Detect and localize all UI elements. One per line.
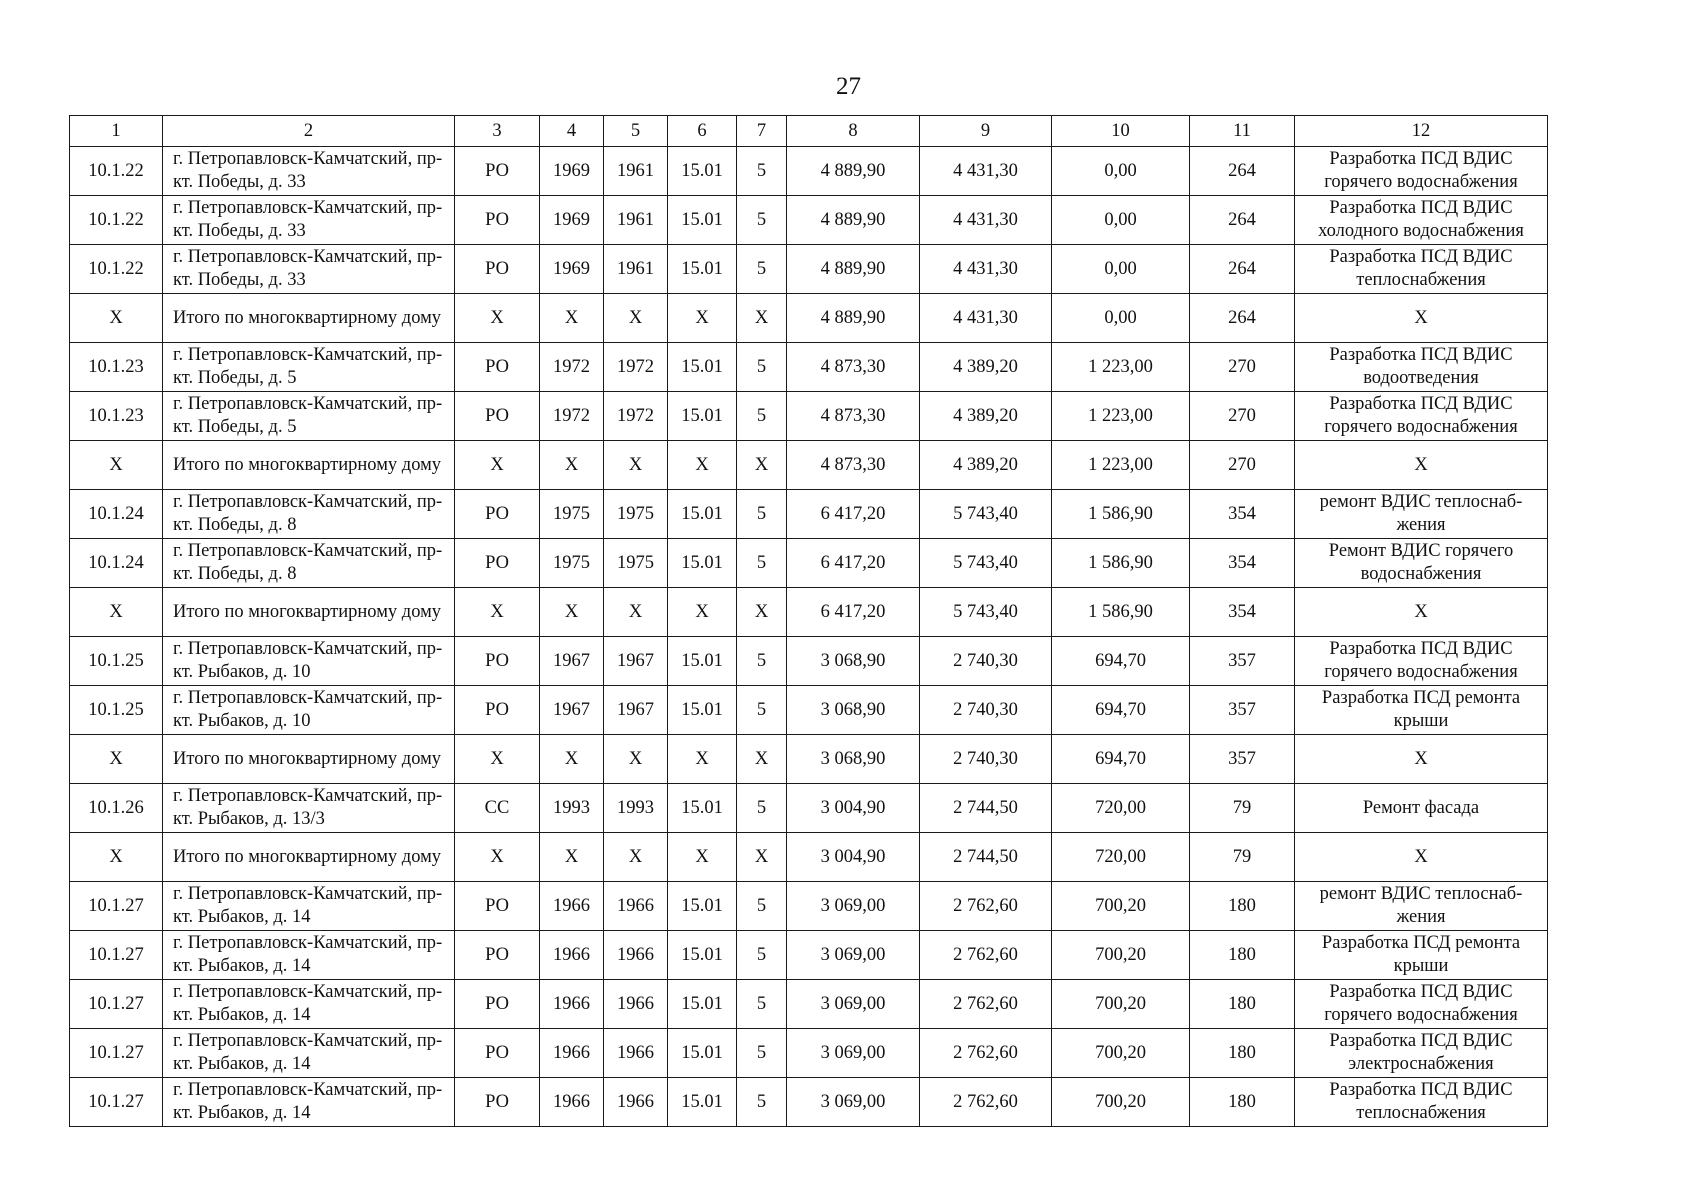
table-row <box>70 1029 1548 1078</box>
work-type-cell: ремонт ВДИС теплоснаб-жения <box>1295 490 1548 539</box>
page-number: 27 <box>836 73 861 100</box>
address-cell: Итого по многоквартирному дому <box>163 441 455 490</box>
residential-area-cell: 4 389,20 <box>920 392 1052 441</box>
residential-area-cell: 2 740,30 <box>920 735 1052 784</box>
work-type-cell: Разработка ПСД ВДИС горячего водоснабжения <box>1295 637 1548 686</box>
wall-material-cell: Х <box>455 588 540 637</box>
renovation-year-cell: 1972 <box>604 343 668 392</box>
total-area-cell: 3 069,00 <box>787 1078 920 1127</box>
residents-cell: 180 <box>1190 882 1295 931</box>
residents-cell: 264 <box>1190 245 1295 294</box>
wall-material-cell: РО <box>455 882 540 931</box>
code-cell: 15.01 <box>668 637 737 686</box>
wall-material-cell: РО <box>455 343 540 392</box>
residents-cell: 357 <box>1190 735 1295 784</box>
work-type-cell: Ремонт фасада <box>1295 784 1548 833</box>
commissioning-year-cell: 1966 <box>540 882 604 931</box>
residential-area-cell: 2 762,60 <box>920 931 1052 980</box>
residents-cell: 270 <box>1190 343 1295 392</box>
renovation-year-cell: Х <box>604 588 668 637</box>
commissioning-year-cell: 1969 <box>540 196 604 245</box>
floors-cell: 5 <box>737 343 787 392</box>
nonresidential-area-cell: 1 223,00 <box>1052 392 1190 441</box>
residential-area-cell: 4 389,20 <box>920 441 1052 490</box>
total-area-cell: 4 889,90 <box>787 245 920 294</box>
address-cell: г. Петропавловск-Камчатский, пр-кт. Победы, д. 33 <box>163 196 455 245</box>
nonresidential-area-cell: 0,00 <box>1052 294 1190 343</box>
wall-material-cell: Х <box>455 735 540 784</box>
renovation-year-cell: Х <box>604 441 668 490</box>
column-header-5: 5 <box>604 116 668 147</box>
nonresidential-area-cell: 720,00 <box>1052 833 1190 882</box>
total-area-cell: 3 069,00 <box>787 882 920 931</box>
table-row <box>70 686 1548 735</box>
residential-area-cell: 5 743,40 <box>920 490 1052 539</box>
item-number-cell: 10.1.24 <box>70 490 163 539</box>
residents-cell: 180 <box>1190 1029 1295 1078</box>
address-cell: г. Петропавловск-Камчатский, пр-кт. Победы, д. 33 <box>163 245 455 294</box>
total-area-cell: 6 417,20 <box>787 588 920 637</box>
work-type-cell: Разработка ПСД ремонта крыши <box>1295 931 1548 980</box>
floors-cell: 5 <box>737 147 787 196</box>
wall-material-cell: РО <box>455 539 540 588</box>
floors-cell: 5 <box>737 539 787 588</box>
residential-area-cell: 2 744,50 <box>920 784 1052 833</box>
item-number-cell: 10.1.27 <box>70 1029 163 1078</box>
renovation-year-cell: 1961 <box>604 245 668 294</box>
wall-material-cell: РО <box>455 1078 540 1127</box>
renovation-year-cell: 1961 <box>604 196 668 245</box>
item-number-cell: Х <box>70 833 163 882</box>
column-header-1: 1 <box>70 116 163 147</box>
work-type-cell: Х <box>1295 294 1548 343</box>
commissioning-year-cell: 1967 <box>540 686 604 735</box>
work-type-cell: Разработка ПСД ремонта крыши <box>1295 686 1548 735</box>
residents-cell: 357 <box>1190 686 1295 735</box>
table-row <box>70 882 1548 931</box>
residential-area-cell: 2 740,30 <box>920 686 1052 735</box>
floors-cell: 5 <box>737 392 787 441</box>
nonresidential-area-cell: 1 586,90 <box>1052 588 1190 637</box>
work-type-cell: Ремонт ВДИС горячего водоснабжения <box>1295 539 1548 588</box>
total-area-cell: 3 068,90 <box>787 637 920 686</box>
work-type-cell: ремонт ВДИС теплоснаб-жения <box>1295 882 1548 931</box>
commissioning-year-cell: 1969 <box>540 245 604 294</box>
address-cell: г. Петропавловск-Камчатский, пр-кт. Рыбаков, д. 14 <box>163 1029 455 1078</box>
floors-cell: Х <box>737 735 787 784</box>
table-row <box>70 294 1548 343</box>
nonresidential-area-cell: 700,20 <box>1052 1029 1190 1078</box>
table-row <box>70 980 1548 1029</box>
code-cell: Х <box>668 588 737 637</box>
commissioning-year-cell: 1967 <box>540 637 604 686</box>
commissioning-year-cell: 1972 <box>540 392 604 441</box>
table-row <box>70 833 1548 882</box>
renovation-year-cell: Х <box>604 735 668 784</box>
commissioning-year-cell: 1975 <box>540 539 604 588</box>
renovation-year-cell: 1966 <box>604 931 668 980</box>
item-number-cell: 10.1.27 <box>70 1078 163 1127</box>
code-cell: 15.01 <box>668 343 737 392</box>
item-number-cell: 10.1.23 <box>70 343 163 392</box>
residential-area-cell: 2 744,50 <box>920 833 1052 882</box>
item-number-cell: Х <box>70 588 163 637</box>
wall-material-cell: РО <box>455 392 540 441</box>
nonresidential-area-cell: 1 586,90 <box>1052 539 1190 588</box>
work-type-cell: Разработка ПСД ВДИС теплоснабжения <box>1295 245 1548 294</box>
residential-area-cell: 2 740,30 <box>920 637 1052 686</box>
work-type-cell: Разработка ПСД ВДИС водоотведения <box>1295 343 1548 392</box>
nonresidential-area-cell: 700,20 <box>1052 980 1190 1029</box>
table-row <box>70 490 1548 539</box>
residents-cell: 354 <box>1190 588 1295 637</box>
residents-cell: 354 <box>1190 490 1295 539</box>
nonresidential-area-cell: 1 223,00 <box>1052 343 1190 392</box>
work-type-cell: Разработка ПСД ВДИС теплоснабжения <box>1295 1078 1548 1127</box>
code-cell: Х <box>668 735 737 784</box>
address-cell: г. Петропавловск-Камчатский, пр-кт. Рыбаков, д. 14 <box>163 1078 455 1127</box>
floors-cell: Х <box>737 588 787 637</box>
item-number-cell: 10.1.25 <box>70 637 163 686</box>
work-type-cell: Х <box>1295 833 1548 882</box>
commissioning-year-cell: 1966 <box>540 1029 604 1078</box>
work-type-cell: Х <box>1295 735 1548 784</box>
commissioning-year-cell: 1966 <box>540 1078 604 1127</box>
total-area-cell: 3 004,90 <box>787 833 920 882</box>
code-cell: 15.01 <box>668 1029 737 1078</box>
wall-material-cell: РО <box>455 980 540 1029</box>
column-header-11: 11 <box>1190 116 1295 147</box>
item-number-cell: 10.1.22 <box>70 196 163 245</box>
wall-material-cell: Х <box>455 833 540 882</box>
residents-cell: 264 <box>1190 147 1295 196</box>
residents-cell: 357 <box>1190 637 1295 686</box>
table-row <box>70 343 1548 392</box>
renovation-year-cell: Х <box>604 294 668 343</box>
address-cell: г. Петропавловск-Камчатский, пр-кт. Рыбаков, д. 14 <box>163 980 455 1029</box>
work-type-cell: Разработка ПСД ВДИС холодного водоснабжения <box>1295 196 1548 245</box>
floors-cell: 5 <box>737 1078 787 1127</box>
item-number-cell: Х <box>70 441 163 490</box>
code-cell: Х <box>668 833 737 882</box>
renovation-year-cell: 1972 <box>604 392 668 441</box>
address-cell: г. Петропавловск-Камчатский, пр-кт. Рыбаков, д. 10 <box>163 686 455 735</box>
residents-cell: 180 <box>1190 980 1295 1029</box>
code-cell: 15.01 <box>668 245 737 294</box>
column-header-10: 10 <box>1052 116 1190 147</box>
floors-cell: 5 <box>737 980 787 1029</box>
code-cell: Х <box>668 441 737 490</box>
residential-area-cell: 4 431,30 <box>920 196 1052 245</box>
renovation-year-cell: 1975 <box>604 490 668 539</box>
wall-material-cell: РО <box>455 147 540 196</box>
residential-area-cell: 2 762,60 <box>920 1078 1052 1127</box>
floors-cell: 5 <box>737 196 787 245</box>
commissioning-year-cell: 1966 <box>540 980 604 1029</box>
floors-cell: Х <box>737 294 787 343</box>
work-type-cell: Разработка ПСД ВДИС электроснабжения <box>1295 1029 1548 1078</box>
item-number-cell: 10.1.22 <box>70 245 163 294</box>
residential-area-cell: 4 431,30 <box>920 245 1052 294</box>
address-cell: г. Петропавловск-Камчатский, пр-кт. Победы, д. 8 <box>163 490 455 539</box>
nonresidential-area-cell: 694,70 <box>1052 637 1190 686</box>
residents-cell: 180 <box>1190 931 1295 980</box>
nonresidential-area-cell: 0,00 <box>1052 245 1190 294</box>
item-number-cell: 10.1.27 <box>70 882 163 931</box>
residents-cell: 79 <box>1190 784 1295 833</box>
work-type-cell: Разработка ПСД ВДИС горячего водоснабжения <box>1295 392 1548 441</box>
address-cell: г. Петропавловск-Камчатский, пр-кт. Рыбаков, д. 14 <box>163 882 455 931</box>
code-cell: 15.01 <box>668 392 737 441</box>
commissioning-year-cell: 1966 <box>540 931 604 980</box>
address-cell: Итого по многоквартирному дому <box>163 833 455 882</box>
commissioning-year-cell: 1993 <box>540 784 604 833</box>
table-body <box>70 147 1548 1127</box>
item-number-cell: 10.1.24 <box>70 539 163 588</box>
total-area-cell: 6 417,20 <box>787 490 920 539</box>
work-type-cell: Разработка ПСД ВДИС горячего водоснабжения <box>1295 147 1548 196</box>
total-area-cell: 4 889,90 <box>787 196 920 245</box>
code-cell: 15.01 <box>668 882 737 931</box>
address-cell: Итого по многоквартирному дому <box>163 294 455 343</box>
renovation-year-cell: 1966 <box>604 1078 668 1127</box>
table-row <box>70 588 1548 637</box>
column-number-row <box>70 116 1548 147</box>
table-row <box>70 147 1548 196</box>
floors-cell: 5 <box>737 686 787 735</box>
wall-material-cell: РО <box>455 931 540 980</box>
table-row <box>70 637 1548 686</box>
table-row <box>70 196 1548 245</box>
code-cell: Х <box>668 294 737 343</box>
work-type-cell: Х <box>1295 588 1548 637</box>
wall-material-cell: РО <box>455 196 540 245</box>
renovation-year-cell: 1966 <box>604 882 668 931</box>
wall-material-cell: РО <box>455 245 540 294</box>
column-header-9: 9 <box>920 116 1052 147</box>
residents-cell: 264 <box>1190 294 1295 343</box>
address-cell: г. Петропавловск-Камчатский, пр-кт. Победы, д. 8 <box>163 539 455 588</box>
total-area-cell: 4 873,30 <box>787 343 920 392</box>
nonresidential-area-cell: 0,00 <box>1052 196 1190 245</box>
commissioning-year-cell: 1969 <box>540 147 604 196</box>
nonresidential-area-cell: 694,70 <box>1052 735 1190 784</box>
address-cell: г. Петропавловск-Камчатский, пр-кт. Рыбаков, д. 13/3 <box>163 784 455 833</box>
wall-material-cell: Х <box>455 441 540 490</box>
total-area-cell: 4 889,90 <box>787 294 920 343</box>
residents-cell: 270 <box>1190 441 1295 490</box>
floors-cell: 5 <box>737 245 787 294</box>
residents-cell: 264 <box>1190 196 1295 245</box>
commissioning-year-cell: Х <box>540 735 604 784</box>
wall-material-cell: РО <box>455 490 540 539</box>
total-area-cell: 3 068,90 <box>787 735 920 784</box>
code-cell: 15.01 <box>668 931 737 980</box>
nonresidential-area-cell: 700,20 <box>1052 931 1190 980</box>
item-number-cell: 10.1.22 <box>70 147 163 196</box>
commissioning-year-cell: Х <box>540 441 604 490</box>
address-cell: Итого по многоквартирному дому <box>163 735 455 784</box>
renovation-year-cell: 1966 <box>604 1029 668 1078</box>
nonresidential-area-cell: 700,20 <box>1052 882 1190 931</box>
wall-material-cell: Х <box>455 294 540 343</box>
total-area-cell: 3 068,90 <box>787 686 920 735</box>
total-area-cell: 3 004,90 <box>787 784 920 833</box>
table-row <box>70 245 1548 294</box>
total-area-cell: 3 069,00 <box>787 931 920 980</box>
address-cell: г. Петропавловск-Камчатский, пр-кт. Победы, д. 5 <box>163 343 455 392</box>
address-cell: г. Петропавловск-Камчатский, пр-кт. Рыбаков, д. 14 <box>163 931 455 980</box>
floors-cell: Х <box>737 833 787 882</box>
residential-area-cell: 4 431,30 <box>920 147 1052 196</box>
residential-area-cell: 2 762,60 <box>920 1029 1052 1078</box>
code-cell: 15.01 <box>668 1078 737 1127</box>
floors-cell: 5 <box>737 490 787 539</box>
commissioning-year-cell: 1975 <box>540 490 604 539</box>
capital-repair-table <box>69 115 1548 1127</box>
wall-material-cell: РО <box>455 686 540 735</box>
nonresidential-area-cell: 694,70 <box>1052 686 1190 735</box>
total-area-cell: 3 069,00 <box>787 1029 920 1078</box>
residents-cell: 79 <box>1190 833 1295 882</box>
code-cell: 15.01 <box>668 784 737 833</box>
table-row <box>70 1078 1548 1127</box>
renovation-year-cell: 1961 <box>604 147 668 196</box>
residents-cell: 354 <box>1190 539 1295 588</box>
code-cell: 15.01 <box>668 196 737 245</box>
commissioning-year-cell: Х <box>540 833 604 882</box>
address-cell: г. Петропавловск-Камчатский, пр-кт. Рыбаков, д. 10 <box>163 637 455 686</box>
residential-area-cell: 5 743,40 <box>920 539 1052 588</box>
renovation-year-cell: 1967 <box>604 637 668 686</box>
total-area-cell: 3 069,00 <box>787 980 920 1029</box>
code-cell: 15.01 <box>668 490 737 539</box>
table-row <box>70 784 1548 833</box>
work-type-cell: Разработка ПСД ВДИС горячего водоснабжения <box>1295 980 1548 1029</box>
nonresidential-area-cell: 0,00 <box>1052 147 1190 196</box>
code-cell: 15.01 <box>668 539 737 588</box>
item-number-cell: Х <box>70 735 163 784</box>
renovation-year-cell: 1975 <box>604 539 668 588</box>
residents-cell: 270 <box>1190 392 1295 441</box>
renovation-year-cell: 1967 <box>604 686 668 735</box>
item-number-cell: 10.1.27 <box>70 931 163 980</box>
wall-material-cell: СС <box>455 784 540 833</box>
renovation-year-cell: 1993 <box>604 784 668 833</box>
address-cell: Итого по многоквартирному дому <box>163 588 455 637</box>
address-cell: г. Петропавловск-Камчатский, пр-кт. Победы, д. 33 <box>163 147 455 196</box>
residential-area-cell: 5 743,40 <box>920 588 1052 637</box>
item-number-cell: 10.1.25 <box>70 686 163 735</box>
floors-cell: 5 <box>737 784 787 833</box>
floors-cell: 5 <box>737 882 787 931</box>
table-row <box>70 392 1548 441</box>
column-header-4: 4 <box>540 116 604 147</box>
wall-material-cell: РО <box>455 1029 540 1078</box>
column-header-7: 7 <box>737 116 787 147</box>
item-number-cell: 10.1.27 <box>70 980 163 1029</box>
residential-area-cell: 2 762,60 <box>920 980 1052 1029</box>
nonresidential-area-cell: 720,00 <box>1052 784 1190 833</box>
column-header-3: 3 <box>455 116 540 147</box>
floors-cell: 5 <box>737 1029 787 1078</box>
renovation-year-cell: Х <box>604 833 668 882</box>
wall-material-cell: РО <box>455 637 540 686</box>
code-cell: 15.01 <box>668 147 737 196</box>
nonresidential-area-cell: 700,20 <box>1052 1078 1190 1127</box>
residential-area-cell: 4 431,30 <box>920 294 1052 343</box>
residents-cell: 180 <box>1190 1078 1295 1127</box>
address-cell: г. Петропавловск-Камчатский, пр-кт. Победы, д. 5 <box>163 392 455 441</box>
table-row <box>70 735 1548 784</box>
nonresidential-area-cell: 1 223,00 <box>1052 441 1190 490</box>
item-number-cell: 10.1.26 <box>70 784 163 833</box>
total-area-cell: 4 873,30 <box>787 441 920 490</box>
code-cell: 15.01 <box>668 980 737 1029</box>
floors-cell: 5 <box>737 931 787 980</box>
column-header-12: 12 <box>1295 116 1548 147</box>
residential-area-cell: 4 389,20 <box>920 343 1052 392</box>
table-row <box>70 441 1548 490</box>
commissioning-year-cell: Х <box>540 588 604 637</box>
total-area-cell: 4 889,90 <box>787 147 920 196</box>
table-row <box>70 931 1548 980</box>
residential-area-cell: 2 762,60 <box>920 882 1052 931</box>
floors-cell: 5 <box>737 637 787 686</box>
column-header-6: 6 <box>668 116 737 147</box>
total-area-cell: 6 417,20 <box>787 539 920 588</box>
code-cell: 15.01 <box>668 686 737 735</box>
item-number-cell: 10.1.23 <box>70 392 163 441</box>
commissioning-year-cell: 1972 <box>540 343 604 392</box>
renovation-year-cell: 1966 <box>604 980 668 1029</box>
floors-cell: Х <box>737 441 787 490</box>
table-header <box>70 116 1548 147</box>
total-area-cell: 4 873,30 <box>787 392 920 441</box>
work-type-cell: Х <box>1295 441 1548 490</box>
column-header-2: 2 <box>163 116 455 147</box>
table-row <box>70 539 1548 588</box>
commissioning-year-cell: Х <box>540 294 604 343</box>
item-number-cell: Х <box>70 294 163 343</box>
nonresidential-area-cell: 1 586,90 <box>1052 490 1190 539</box>
column-header-8: 8 <box>787 116 920 147</box>
